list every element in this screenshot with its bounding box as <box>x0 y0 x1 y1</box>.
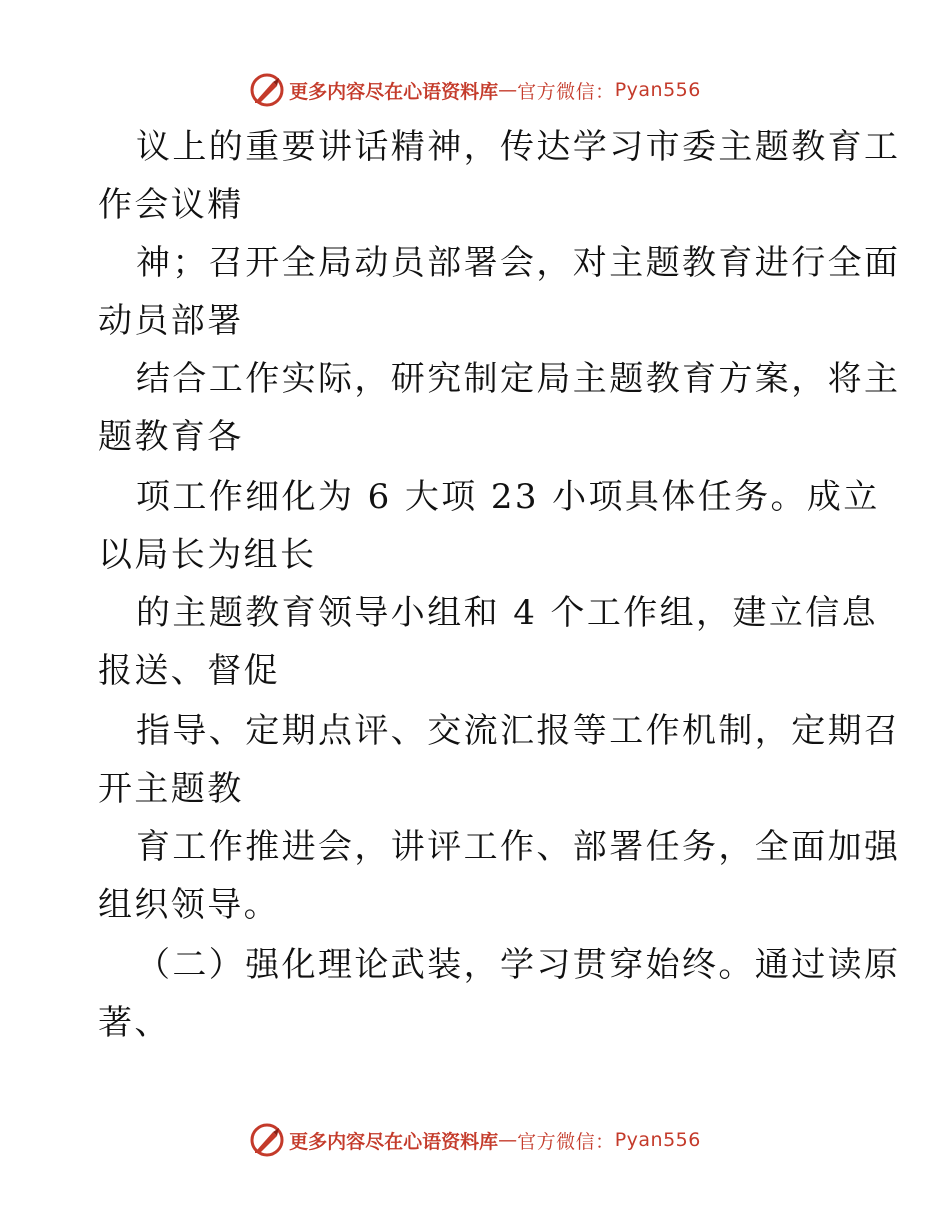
text-line: （二）强化理论武装，学习贯穿始终。通过读原 <box>136 945 901 985</box>
text-line: 题教育各 <box>98 417 244 457</box>
text-line: 育工作推进会，讲评工作、部署任务，全面加强 <box>136 827 901 867</box>
text-line: 报送、督促 <box>98 651 280 691</box>
text-line: 结合工作实际，研究制定局主题教育方案，将主 <box>136 359 901 399</box>
banner-separator: — <box>498 79 518 101</box>
text-line: 项工作细化为 6 大项 23 小项具体任务。成立 <box>136 477 880 517</box>
text-line: 的主题教育领导小组和 4 个工作组，建立信息 <box>136 593 879 633</box>
text-line: 著、 <box>98 1003 171 1043</box>
text-line: 议上的重要讲话精神，传达学习市委主题教育工 <box>136 127 901 167</box>
text-line: 作会议精 <box>98 185 244 225</box>
footer-banner <box>0 1120 950 1160</box>
banner-separator: — <box>498 1129 518 1151</box>
text-line: 神；召开全局动员部署会，对主题教育进行全面 <box>136 243 901 283</box>
banner-suffix: 官方微信： <box>517 1130 615 1153</box>
banner-suffix: 官方微信： <box>517 80 615 103</box>
banner-wechat-id: Pyan556 <box>614 1129 701 1151</box>
text-line: 动员部署 <box>98 301 244 341</box>
quill-logo-icon <box>249 1122 285 1158</box>
banner-prefix: 更多内容尽在心语资料库 <box>289 1130 499 1153</box>
text-line: 组织领导。 <box>98 885 280 925</box>
banner-wechat-id: Pyan556 <box>614 79 701 101</box>
text-line: 以局长为组长 <box>98 535 317 575</box>
banner-prefix: 更多内容尽在心语资料库 <box>289 80 499 103</box>
quill-logo-icon <box>249 72 285 108</box>
header-banner <box>0 70 950 110</box>
text-line: 指导、定期点评、交流汇报等工作机制，定期召 <box>136 711 901 751</box>
text-line: 开主题教 <box>98 769 244 809</box>
